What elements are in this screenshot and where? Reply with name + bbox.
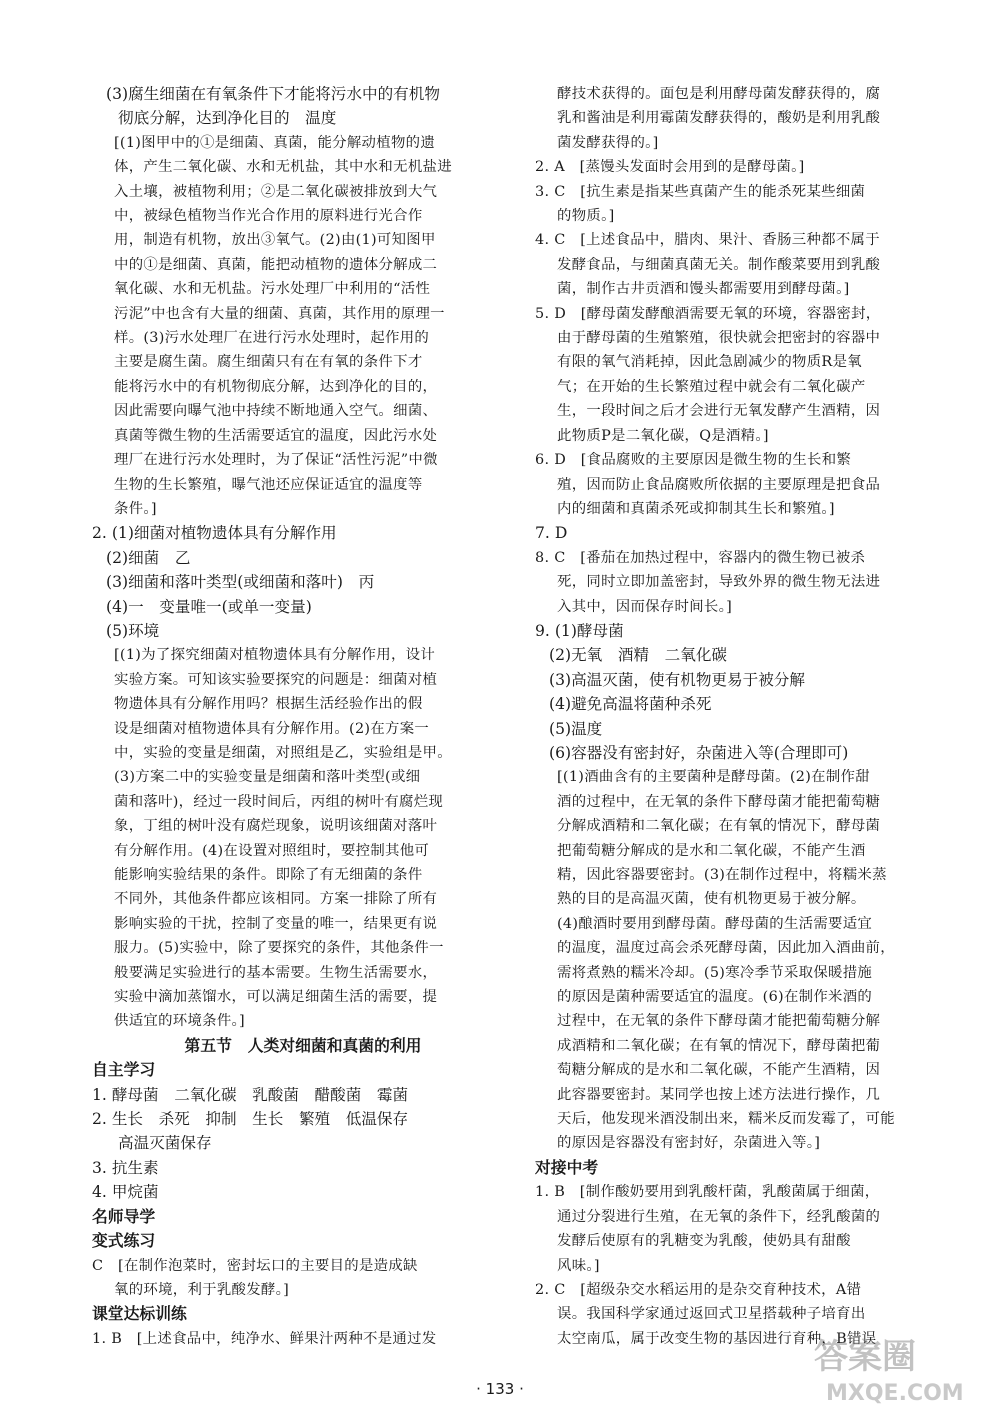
explanation-line: 服力。(5)实验中，除了要探究的条件，其他条件一 bbox=[114, 940, 444, 957]
explanation-line: 菌发酵获得的。] bbox=[557, 134, 659, 151]
explanation-line: 的原因是菌种需要适宜的温度。(6)在制作米酒的 bbox=[557, 989, 873, 1006]
subsection-heading: 变式练习 bbox=[92, 1231, 156, 1251]
answer-line: 6. D [食品腐败的主要原因是微生物的生长和繁 bbox=[535, 452, 852, 469]
answer-line: 高温灭菌保存 bbox=[118, 1134, 212, 1153]
explanation-line: 不同外，其他条件都应该相同。方案一排除了所有 bbox=[114, 891, 438, 908]
answer-line: (5)环境 bbox=[106, 621, 160, 640]
explanation-line: 此容器要密封。某同学也按上述方法进行操作，几 bbox=[557, 1086, 881, 1103]
explanation-line: 氧化碳、水和无机盐。污水处理厂中利用的“活性 bbox=[114, 281, 431, 298]
explanation-line: 此物质P是二氧化碳，Q是酒精。] bbox=[557, 427, 769, 444]
answer-line: 9. (1)酵母菌 bbox=[535, 621, 624, 640]
answer-line: 2. C [超级杂交水稻运用的是杂交育种技术，A错 bbox=[535, 1281, 862, 1298]
explanation-line: 通过分裂进行生殖，在无氧的条件下，经乳酸菌的 bbox=[557, 1208, 881, 1225]
answer-line: (6)容器没有密封好，杂菌进入等(合理即可) bbox=[549, 743, 849, 762]
explanation-line: [(1)酒曲含有的主要菌种是酵母菌。(2)在制作甜 bbox=[557, 769, 870, 786]
text-line: (3)腐生细菌在有氧条件下才能将污水中的有机物 bbox=[106, 85, 440, 103]
explanation-line: 菌，制作古井贡酒和馒头都需要用到酵母菌。] bbox=[557, 281, 850, 298]
answer-line: 3. 抗生素 bbox=[92, 1158, 159, 1177]
explanation-line: [(1)为了探究细菌对植物遗体具有分解作用，设计 bbox=[114, 647, 436, 664]
explanation-line: 氧的环境，利于乳酸发酵。] bbox=[114, 1281, 290, 1298]
answer-line: 3. C [抗生素是指某些真菌产生的能杀死某些细菌 bbox=[535, 183, 866, 200]
explanation-line: C [在制作泡菜时，密封坛口的主要目的是造成缺 bbox=[92, 1257, 418, 1274]
explanation-line: 因此需要向曝气池中持续不断地通入空气。细菌、 bbox=[114, 403, 438, 420]
watermark-logo bbox=[796, 1328, 986, 1410]
explanation-line: 的物质。] bbox=[557, 208, 615, 225]
explanation-line: 过程中，在无氧的条件下酵母菌才能把葡萄糖分解 bbox=[557, 1013, 881, 1030]
answer-line: (2)无氧 酒精 二氧化碳 bbox=[549, 646, 728, 665]
answer-line: 4. 甲烷菌 bbox=[92, 1183, 159, 1202]
explanation-line: 象，丁组的树叶没有腐烂现象，说明该细菌对落叶 bbox=[114, 818, 438, 835]
answer-line: 4. C [上述食品中，腊肉、果汁、香肠三种都不属于 bbox=[535, 232, 880, 249]
answer-line: (3)细菌和落叶类型(或细菌和落叶) 丙 bbox=[106, 573, 375, 592]
subsection-heading: 自主学习 bbox=[92, 1060, 156, 1080]
explanation-line: 主要是腐生菌。腐生细菌只有在有氧的条件下才 bbox=[114, 354, 423, 371]
text-line: 彻底分解，达到净化目的 温度 bbox=[118, 109, 337, 128]
explanation-line: 成酒精和二氧化碳；在有氧的情况下，酵母菌把葡 bbox=[557, 1037, 881, 1054]
explanation-line: 由于酵母菌的生殖繁殖，很快就会把密封的容器中 bbox=[557, 330, 881, 347]
explanation-line: 真菌等微生物的生活需要适宜的温度，因此污水处 bbox=[114, 427, 438, 444]
explanation-line: 能影响实验结果的条件。即除了有无细菌的条件 bbox=[114, 867, 423, 883]
answer-line: (4)避免高温将菌种杀死 bbox=[549, 695, 712, 714]
answer-line: 1. 酵母菌 二氧化碳 乳酸菌 醋酸菌 霉菌 bbox=[92, 1085, 409, 1104]
explanation-line: 理厂在进行污水处理时，为了保证“活性污泥”中微 bbox=[114, 452, 438, 469]
page-number: · 133 · bbox=[476, 1380, 524, 1398]
explanation-line: 发酵食品，与细菌真菌无关。制作酸菜要用到乳酸 bbox=[557, 256, 881, 273]
subsection-heading: 对接中考 bbox=[535, 1157, 599, 1177]
explanation-line: 影响实验的干扰，控制了变量的唯一，结果更有说 bbox=[114, 915, 438, 932]
answer-line: (2)细菌 乙 bbox=[106, 548, 191, 567]
explanation-line: (3)方案二中的实验变量是细菌和落叶类型(或细 bbox=[114, 769, 421, 786]
explanation-line: 气；在开始的生长繁殖过程中就会有二氧化碳产 bbox=[557, 378, 866, 395]
explanation-line: 体，产生二氧化碳、水和无机盐，其中水和无机盐进 bbox=[114, 159, 452, 176]
explanation-line: 天后，他发现米酒没制出来，糯米反而发霉了，可能 bbox=[557, 1111, 895, 1128]
explanation-line: 的温度，温度过高会杀死酵母菌，因此加入酒曲前， bbox=[557, 940, 895, 957]
explanation-line: 供适宜的环境条件。] bbox=[114, 1013, 245, 1030]
explanation-line: 酵技术获得的。面包是利用酵母菌发酵获得的，腐 bbox=[557, 86, 881, 102]
explanation-line: 萄糖分解成的是水和二氧化碳，不能产生酒精，因 bbox=[557, 1062, 881, 1079]
answer-line: 1. B [制作酸奶要用到乳酸杆菌，乳酸菌属于细菌， bbox=[535, 1184, 880, 1201]
explanation-line: 般要满足实验进行的基本需要。生物生活需要水， bbox=[114, 964, 438, 981]
explanation-line: 精，因此容器要密封。(3)在制作过程中，将糯米蒸 bbox=[557, 867, 887, 883]
answer-line: 5. D [酵母菌发酵酿酒需要无氧的环境，容器密封， bbox=[535, 305, 881, 322]
explanation-line: 能将污水中的有机物彻底分解，达到净化的目的， bbox=[114, 378, 438, 395]
explanation-line: [(1)图甲中的①是细菌、真菌，能分解动植物的遗 bbox=[114, 134, 436, 151]
explanation-line: 太空南瓜，属于改变生物的基因进行育种，B错误 bbox=[557, 1330, 877, 1347]
explanation-line: 误。我国科学家通过返回式卫星搭载种子培育出 bbox=[557, 1306, 866, 1323]
explanation-line: 菌和落叶)，经过一段时间后，丙组的树叶有腐烂现 bbox=[114, 793, 444, 810]
explanation-line: 乳和酱油是利用霉菌发酵获得的，酸奶是利用乳酸 bbox=[557, 110, 881, 127]
explanation-line: 物遗体具有分解作用吗？根据生活经验作出的假 bbox=[114, 696, 423, 713]
explanation-line: 污泥”中也含有大量的细菌、真菌，其作用的原理一 bbox=[114, 305, 445, 322]
explanation-line: 内的细菌和真菌杀死或抑制其生长和繁殖。] bbox=[557, 500, 835, 517]
explanation-line: 中的①是细菌、真菌，能把动植物的遗体分解成二 bbox=[114, 256, 438, 273]
explanation-line: 入其中，因而保存时间长。] bbox=[557, 598, 733, 615]
explanation-line: 有限的氧气消耗掉，因此急剧减少的物质R是氧 bbox=[557, 354, 862, 371]
explanation-line: 生，一段时间之后才会进行无氧发酵产生酒精，因 bbox=[557, 403, 881, 420]
subsection-heading: 课堂达标训练 bbox=[92, 1304, 187, 1324]
explanation-line: 的原因是容器没有密封好，杂菌进入等。] bbox=[557, 1135, 821, 1152]
explanation-line: 需将煮熟的糯米冷却。(5)寒冷季节采取保暖措施 bbox=[557, 964, 873, 981]
watermark-logo-text: 答案圈 bbox=[814, 1337, 916, 1377]
answer-line: 7. D bbox=[535, 524, 568, 543]
explanation-line: 熟的目的是高温灭菌，使有机物更易于被分解。 bbox=[557, 891, 866, 908]
explanation-line: 设是细菌对植物遗体具有分解作用。(2)在方案一 bbox=[114, 720, 430, 737]
explanation-line: 有分解作用。(4)在设置对照组时，要控制其他可 bbox=[114, 842, 430, 859]
watermark-url: MXQE.COM bbox=[826, 1381, 964, 1406]
explanation-line: 生物的生长繁殖，曝气池还应保证适宜的温度等 bbox=[114, 476, 423, 493]
explanation-line: 1. B [上述食品中，纯净水、鲜果汁两种不是通过发 bbox=[92, 1330, 437, 1347]
explanation-line: 条件。] bbox=[114, 500, 157, 517]
answer-line: 2. 生长 杀死 抑制 生长 繁殖 低温保存 bbox=[92, 1110, 409, 1129]
explanation-line: (4)酿酒时要用到酵母菌。酵母菌的生活需要适宜 bbox=[557, 915, 873, 932]
explanation-line: 中，被绿色植物当作光合作用的原料进行光合作 bbox=[114, 208, 423, 225]
explanation-line: 中，实验的变量是细菌，对照组是乙，实验组是甲。 bbox=[114, 744, 452, 761]
explanation-line: 酒的过程中，在无氧的条件下酵母菌才能把葡萄糖 bbox=[557, 793, 881, 810]
right-column bbox=[535, 82, 965, 1351]
explanation-line: 风味。] bbox=[557, 1257, 600, 1274]
answer-line: 2. (1)细菌对植物遗体具有分解作用 bbox=[92, 524, 337, 543]
left-column bbox=[92, 82, 514, 1351]
explanation-line: 入土壤，被植物利用；②是二氧化碳被排放到大气 bbox=[114, 183, 438, 200]
section-title: 第五节 人类对细菌和真菌的利用 bbox=[184, 1035, 422, 1055]
explanation-line: 用，制造有机物，放出③氧气。(2)由(1)可知图甲 bbox=[114, 232, 436, 249]
explanation-line: 死，同时立即加盖密封，导致外界的微生物无法进 bbox=[557, 574, 881, 591]
explanation-line: 实验方案。可知该实验要探究的问题是：细菌对植 bbox=[114, 671, 438, 688]
answer-line: (4)一 变量唯一(或单一变量) bbox=[106, 597, 312, 616]
explanation-line: 分解成酒精和二氧化碳；在有氧的情况下，酵母菌 bbox=[557, 818, 881, 835]
answer-line: 8. C [番茄在加热过程中，容器内的微生物已被杀 bbox=[535, 549, 866, 566]
answer-line: (5)温度 bbox=[549, 719, 603, 738]
answer-line: 2. A [蒸馒头发面时会用到的是酵母菌。] bbox=[535, 159, 805, 176]
explanation-line: 把葡萄糖分解成的是水和二氧化碳，不能产生酒 bbox=[557, 842, 866, 859]
explanation-line: 样。(3)污水处理厂在进行污水处理时，起作用的 bbox=[114, 330, 430, 347]
answer-line: (3)高温灭菌，使有机物更易于被分解 bbox=[549, 670, 805, 689]
subsection-heading: 名师导学 bbox=[92, 1206, 156, 1226]
explanation-line: 殖，因而防止食品腐败所依据的主要原理是把食品 bbox=[557, 476, 881, 493]
explanation-line: 发酵后使原有的乳糖变为乳酸，使奶具有甜酸 bbox=[557, 1233, 851, 1250]
explanation-line: 实验中滴加蒸馏水，可以满足细菌生活的需要，提 bbox=[114, 989, 438, 1006]
